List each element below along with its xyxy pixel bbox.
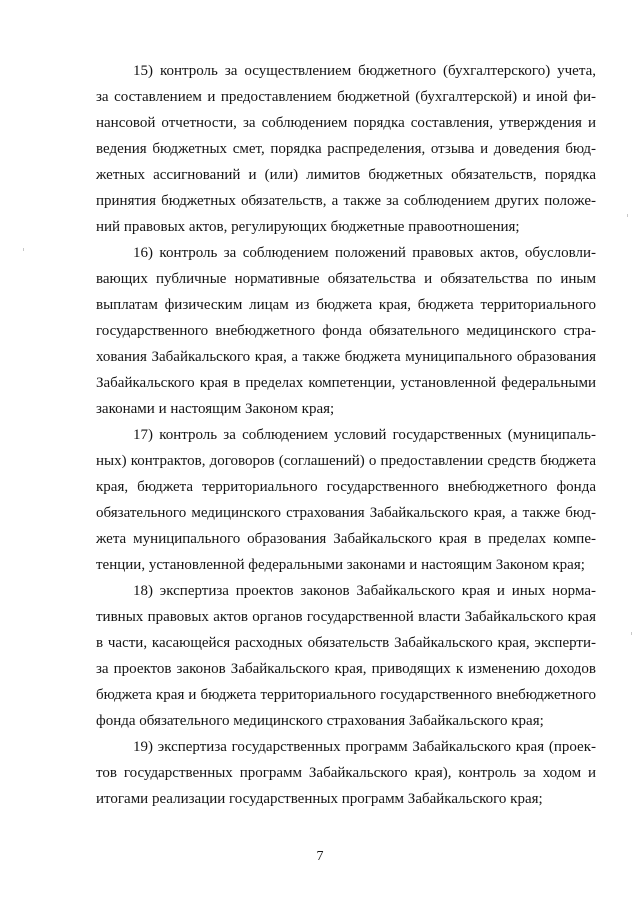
text-line: фонда обязательного медицинского страхования Забайкальского края;	[96, 713, 544, 729]
text-line: тенции, установленной федеральными законами и настоящим Законом края;	[96, 557, 585, 573]
text-line: тов государственных программ Забайкальского края), контроль за ходом и	[96, 765, 596, 781]
paragraph-item-15	[96, 58, 596, 240]
text-line: за составлением и предоставлением бюджетной (бухгалтерской) и иной фи-	[96, 89, 596, 105]
document-body	[96, 58, 596, 812]
text-line: жетных ассигнований и (или) лимитов бюджетных обязательств, порядка	[96, 167, 596, 183]
text-line: жета муниципального образования Забайкальского края в пределах компе-	[96, 531, 596, 547]
paragraph-item-17	[96, 422, 596, 578]
text-line: ведения бюджетных смет, порядка распределения, отзыва и доведения бюд-	[96, 141, 596, 157]
text-line: 18) экспертиза проектов законов Забайкальского края и иных норма-	[133, 583, 596, 599]
text-line: принятия бюджетных обязательств, а также за соблюдением других положе-	[96, 193, 596, 209]
text-line: итогами реализации государственных программ Забайкальского края;	[96, 791, 543, 807]
page-number: 7	[316, 849, 324, 864]
text-line: вающих публичные нормативные обязательства и обязательства по иным	[96, 271, 596, 287]
paragraph-item-19	[96, 734, 596, 812]
text-line: нансовой отчетности, за соблюдением порядка составления, утверждения и	[96, 115, 596, 131]
paragraph-item-16	[96, 240, 596, 422]
text-line: Забайкальского края в пределах компетенции, установленной федеральными	[96, 375, 596, 391]
text-line: законами и настоящим Законом края;	[96, 401, 335, 417]
text-line: обязательного медицинского страхования Забайкальского края, а также бюд-	[96, 505, 596, 521]
text-line: края, бюджета территориального государственного внебюджетного фонда	[96, 479, 596, 495]
text-line: хования Забайкальского края, а также бюджета муниципального образования	[96, 349, 596, 365]
text-line: тивных правовых актов органов государственной власти Забайкальского края	[96, 609, 596, 625]
text-line: ний правовых актов, регулирующих бюджетные правоотношения;	[96, 219, 520, 235]
text-line: выплатам физическим лицам из бюджета края, бюджета территориального	[96, 297, 596, 313]
text-line: 19) экспертиза государственных программ Забайкальского края (проек-	[133, 739, 596, 755]
text-line: в части, касающейся расходных обязательств Забайкальского края, эксперти-	[96, 635, 596, 651]
text-line: 15) контроль за осуществлением бюджетного (бухгалтерского) учета,	[133, 63, 596, 79]
text-line: государственного внебюджетного фонда обязательного медицинского стра-	[96, 323, 596, 339]
text-line: ных) контрактов, договоров (соглашений) о предоставлении средств бюджета	[96, 453, 596, 469]
text-line: за проектов законов Забайкальского края, приводящих к изменению доходов	[96, 661, 596, 677]
text-line: бюджета края и бюджета территориального государственного внебюджетного	[96, 687, 596, 703]
text-line: 17) контроль за соблюдением условий государственных (муниципаль-	[133, 427, 596, 443]
scan-speck	[23, 248, 24, 251]
paragraph-item-18	[96, 578, 596, 734]
scan-speck	[631, 632, 632, 635]
scan-speck	[627, 214, 628, 217]
text-line: 16) контроль за соблюдением положений правовых актов, обусловли-	[133, 245, 596, 261]
